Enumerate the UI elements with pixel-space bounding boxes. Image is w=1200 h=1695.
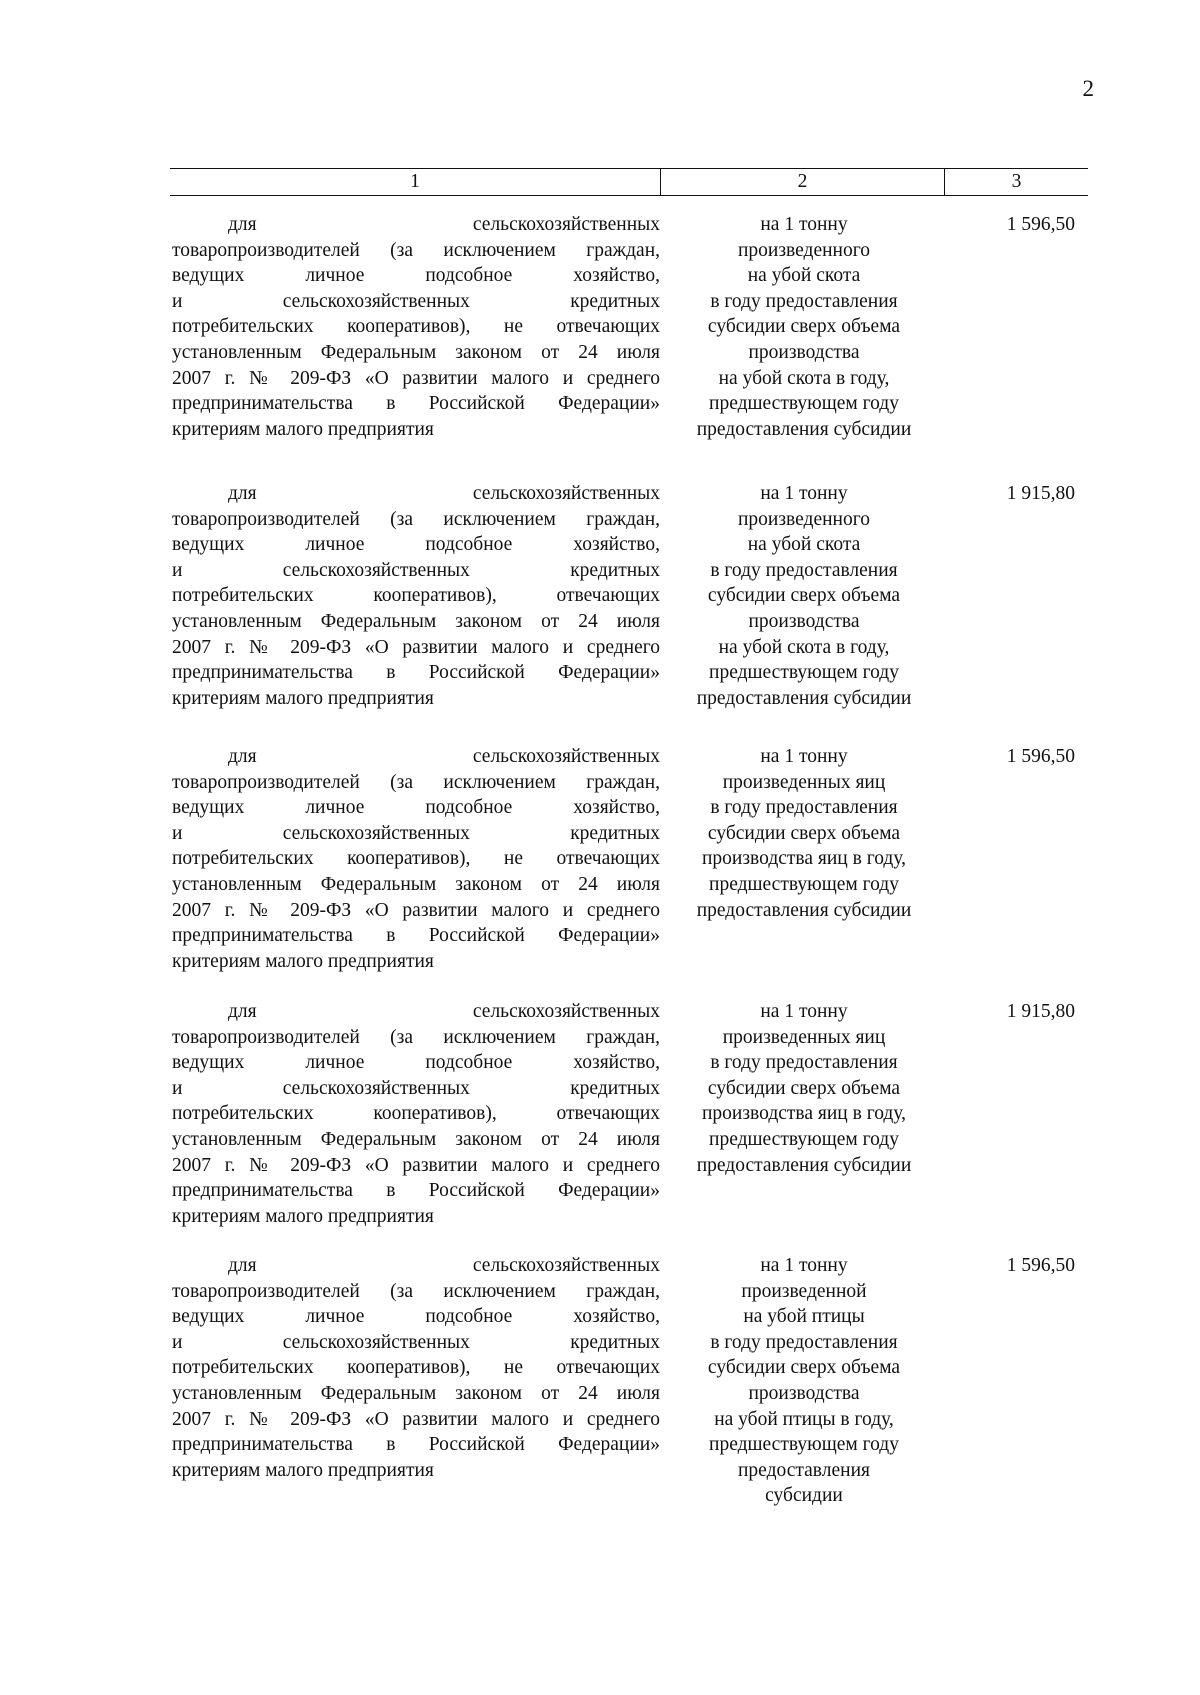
row-unit: [670, 744, 938, 923]
unit-line: на 1 тонну: [760, 1255, 848, 1276]
unit-line: производства: [748, 1382, 860, 1404]
unit-line: на убой скота в году,: [718, 367, 890, 389]
unit-line: предшествующем году: [709, 1128, 899, 1150]
unit-line: на 1 тонну: [760, 483, 848, 504]
unit-line: субсидии сверх объема: [707, 316, 901, 338]
unit-line: в году предоставления: [710, 559, 898, 581]
description-line: потребительских кооперативов), отвечающих: [172, 585, 660, 607]
table-header: [170, 168, 1088, 196]
description-line: 2007 г. № 209-ФЗ «О развитии малого и среднего: [172, 367, 660, 389]
unit-line: в году предоставления: [710, 797, 898, 819]
description-line: установленным Федеральным законом от 24 июля: [172, 610, 660, 632]
unit-line: предшествующем году: [709, 393, 899, 415]
description-line: 2007 г. № 209-ФЗ «О развитии малого и среднего: [172, 1154, 660, 1176]
description-line: для сельскохозяйственных: [228, 214, 660, 235]
row-unit: [670, 999, 938, 1178]
description-line: установленным Федеральным законом от 24 июля: [172, 1128, 660, 1150]
description-line: товаропроизводителей (за исключением граждан,: [172, 508, 660, 530]
unit-line: на убой птицы: [743, 1306, 865, 1328]
description-line: установленным Федеральным законом от 24 июля: [172, 1382, 660, 1404]
unit-line: на убой птицы в году,: [714, 1408, 894, 1430]
description-line: 2007 г. № 209-ФЗ «О развитии малого и среднего: [172, 1408, 660, 1430]
description-line: для сельскохозяйственных: [228, 746, 660, 767]
description-line: потребительских кооперативов), отвечающих: [172, 1103, 660, 1125]
description-line: товаропроизводителей (за исключением граждан,: [172, 1026, 660, 1048]
unit-line: произведенных яиц: [722, 771, 886, 793]
description-line: для сельскохозяйственных: [228, 483, 660, 504]
unit-line: субсидии: [765, 1485, 843, 1507]
description-line: и сельскохозяйственных кредитных: [172, 822, 660, 844]
description-line: ведущих личное подсобное хозяйство,: [172, 797, 660, 819]
unit-line: в году предоставления: [710, 1331, 898, 1353]
unit-line: произведенного: [737, 508, 871, 530]
description-line: товаропроизводителей (за исключением граждан,: [172, 239, 660, 261]
unit-line: субсидии сверх объема: [707, 1077, 901, 1099]
row-value: 1 596,50: [1006, 214, 1075, 235]
unit-line: предоставления субсидии: [696, 899, 912, 921]
description-line: товаропроизводителей (за исключением граждан,: [172, 1280, 660, 1302]
description-line: и сельскохозяйственных кредитных: [172, 1331, 660, 1353]
description-line: ведущих личное подсобное хозяйство,: [172, 1052, 660, 1074]
description-line: и сельскохозяйственных кредитных: [172, 290, 660, 312]
row-value: 1 596,50: [1006, 746, 1075, 767]
row-description: [172, 1253, 660, 1483]
unit-line: производства яиц в году,: [701, 1103, 906, 1125]
row-description: [172, 481, 660, 711]
unit-line: в году предоставления: [710, 1052, 898, 1074]
row-description: [172, 744, 660, 974]
description-line: установленным Федеральным законом от 24 июля: [172, 873, 660, 895]
unit-line: предоставления субсидии: [696, 687, 912, 709]
description-line: предпринимательства в Российской Федерации»: [172, 1180, 660, 1202]
description-line: предпринимательства в Российской Федерации»: [172, 925, 660, 947]
row-value: 1 915,80: [1006, 483, 1075, 504]
unit-line: предшествующем году: [709, 873, 899, 895]
description-line: 2007 г. № 209-ФЗ «О развитии малого и среднего: [172, 636, 660, 658]
unit-line: субсидии сверх объема: [707, 585, 901, 607]
description-line: предпринимательства в Российской Федерации»: [172, 393, 660, 415]
unit-line: предшествующем году: [709, 1434, 899, 1456]
unit-line: субсидии сверх объема: [707, 1357, 901, 1379]
description-line: товаропроизводителей (за исключением граждан,: [172, 771, 660, 793]
unit-line: на 1 тонну: [760, 214, 848, 235]
description-line: предпринимательства в Российской Федерации»: [172, 662, 660, 684]
unit-line: предоставления субсидии: [696, 1154, 912, 1176]
unit-line: произведенных яиц: [722, 1026, 886, 1048]
unit-line: производства яиц в году,: [701, 848, 906, 870]
unit-line: производства: [748, 610, 860, 632]
row-description: [172, 212, 660, 442]
row-unit: [670, 481, 938, 711]
unit-line: на 1 тонну: [760, 1001, 848, 1022]
unit-line: на 1 тонну: [760, 746, 848, 767]
description-line: предпринимательства в Российской Федерации»: [172, 1434, 660, 1456]
row-unit: [670, 1253, 938, 1509]
description-line: потребительских кооперативов), не отвечающих: [172, 1357, 660, 1379]
description-line: критериям малого предприятия: [172, 418, 434, 440]
description-line: потребительских кооперативов), не отвечающих: [172, 316, 660, 338]
description-line: ведущих личное подсобное хозяйство,: [172, 265, 660, 287]
unit-line: на убой скота: [747, 534, 861, 556]
description-line: критериям малого предприятия: [172, 950, 434, 972]
unit-line: на убой скота в году,: [718, 636, 890, 658]
unit-line: производства: [748, 341, 860, 363]
header-col-3: 3: [1011, 171, 1022, 192]
unit-line: на убой скота: [747, 265, 861, 287]
unit-line: предоставления субсидии: [696, 418, 912, 440]
unit-line: произведенного: [737, 239, 871, 261]
row-value: 1 915,80: [1006, 1001, 1075, 1022]
description-line: и сельскохозяйственных кредитных: [172, 1077, 660, 1099]
description-line: критериям малого предприятия: [172, 687, 434, 709]
row-value: 1 596,50: [1006, 1255, 1075, 1276]
header-col-1: 1: [170, 169, 661, 195]
description-line: и сельскохозяйственных кредитных: [172, 559, 660, 581]
description-line: установленным Федеральным законом от 24 июля: [172, 341, 660, 363]
row-description: [172, 999, 660, 1229]
unit-line: в году предоставления: [710, 290, 898, 312]
description-line: ведущих личное подсобное хозяйство,: [172, 1306, 660, 1328]
description-line: критериям малого предприятия: [172, 1205, 434, 1227]
page-number: 2: [1082, 76, 1094, 101]
description-line: для сельскохозяйственных: [228, 1255, 660, 1276]
description-line: потребительских кооперативов), не отвечающих: [172, 848, 660, 870]
unit-line: предоставления: [738, 1459, 870, 1481]
header-col-2: 2: [661, 169, 945, 195]
unit-line: предшествующем году: [709, 662, 899, 684]
unit-line: субсидии сверх объема: [707, 822, 901, 844]
description-line: для сельскохозяйственных: [228, 1001, 660, 1022]
row-unit: [670, 212, 938, 442]
description-line: 2007 г. № 209-ФЗ «О развитии малого и среднего: [172, 899, 660, 921]
description-line: критериям малого предприятия: [172, 1459, 434, 1481]
unit-line: произведенной: [741, 1280, 867, 1302]
description-line: ведущих личное подсобное хозяйство,: [172, 534, 660, 556]
